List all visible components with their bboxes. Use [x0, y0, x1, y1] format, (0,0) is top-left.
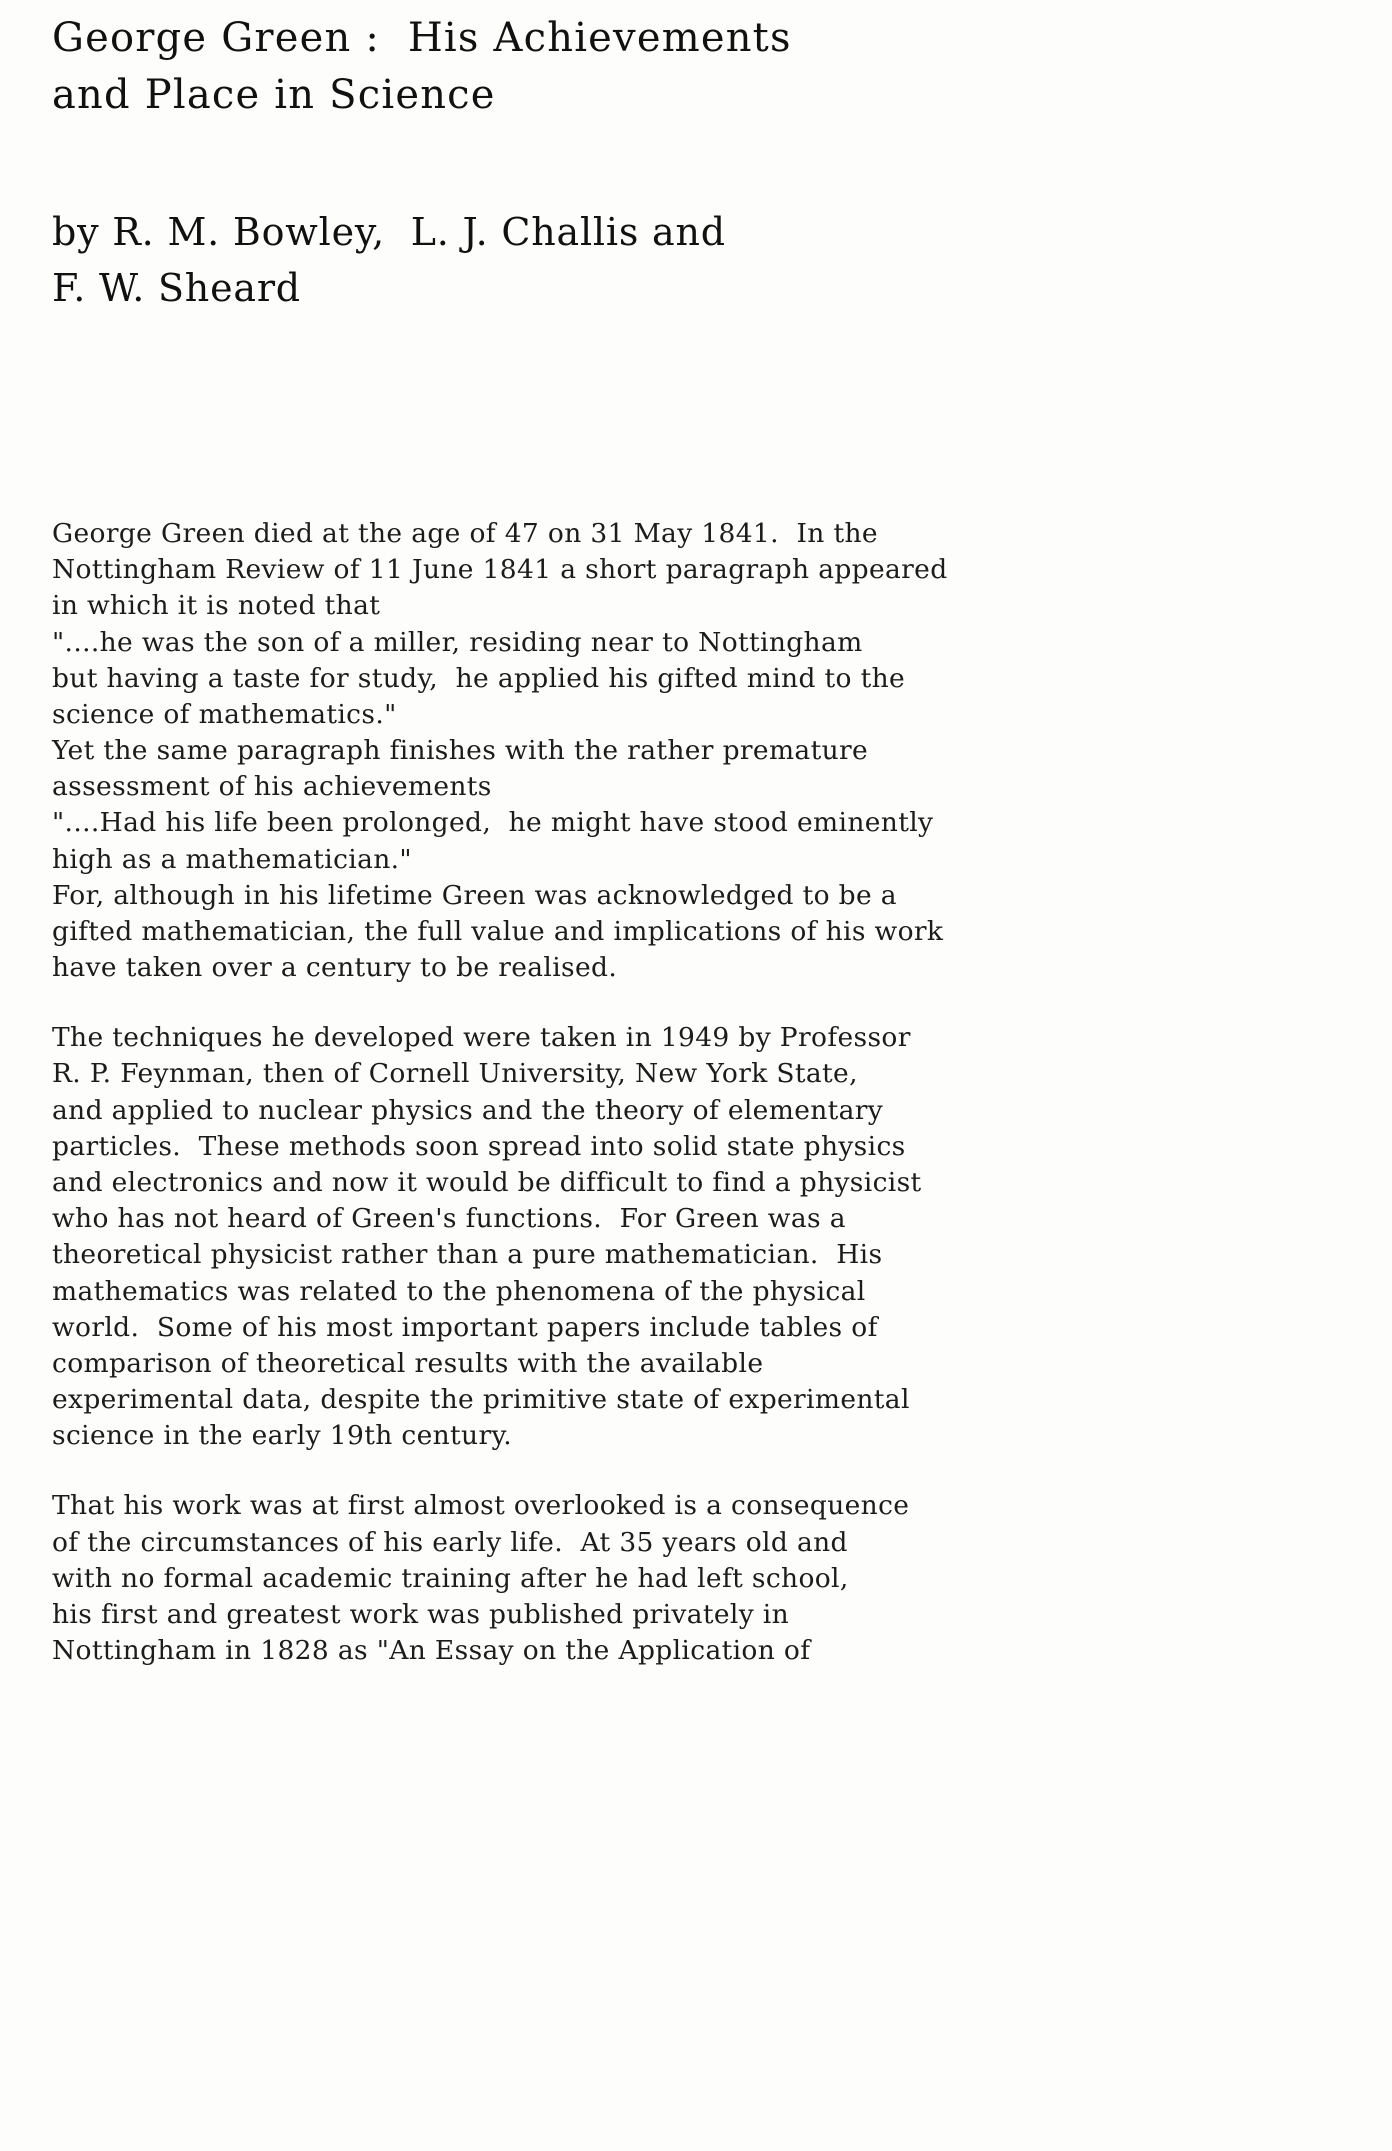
body-text	[52, 516, 1382, 1669]
text-line: science of mathematics."	[52, 698, 397, 730]
text-line: of the circumstances of his early life. At 35 years old and	[52, 1526, 848, 1558]
text-line: Nottingham Review of 11 June 1841 a short paragraph appeared	[52, 554, 948, 586]
paragraph-1	[52, 516, 1382, 986]
text-line: The techniques he developed were taken in 1949 by Professor	[52, 1022, 911, 1054]
text-line: with no formal academic training after he had left school,	[52, 1562, 849, 1594]
text-line: assessment of his achievements	[52, 771, 492, 803]
text-line: have taken over a century to be realised.	[52, 952, 618, 984]
text-line: but having a taste for study, he applied his gifted mind to the	[52, 662, 906, 694]
text-line: Nottingham in 1828 as "An Essay on the Application of	[52, 1635, 811, 1667]
paragraph-2	[52, 1020, 1382, 1454]
author-byline	[52, 204, 1232, 316]
text-line: science in the early 19th century.	[52, 1420, 513, 1452]
text-line: comparison of theoretical results with the available	[52, 1347, 764, 1379]
byline-line: F. W. Sheard	[52, 265, 301, 310]
text-line: and electronics and now it would be difficult to find a physicist	[52, 1166, 922, 1198]
page-title	[52, 10, 1232, 124]
text-line: "....Had his life been prolonged, he might have stood eminently	[52, 807, 934, 839]
text-line: George Green died at the age of 47 on 31 May 1841. In the	[52, 518, 878, 550]
text-line: theoretical physicist rather than a pure mathematician. His	[52, 1239, 883, 1271]
text-line: particles. These methods soon spread into solid state physics	[52, 1130, 906, 1162]
text-line: world. Some of his most important papers include tables of	[52, 1311, 878, 1343]
text-line: gifted mathematician, the full value and implications of his work	[52, 915, 944, 947]
text-line: and applied to nuclear physics and the theory of elementary	[52, 1094, 884, 1126]
text-line: R. P. Feynman, then of Cornell University, New York State,	[52, 1058, 858, 1090]
text-line: mathematics was related to the phenomena of the physical	[52, 1275, 866, 1307]
text-line: "....he was the son of a miller, residing near to Nottingham	[52, 626, 863, 658]
byline-line: by R. M. Bowley, L. J. Challis and	[52, 209, 726, 254]
text-line: experimental data, despite the primitive state of experimental	[52, 1384, 910, 1416]
page-content	[52, 10, 1352, 1703]
text-line: high as a mathematician."	[52, 843, 412, 875]
text-line: who has not heard of Green's functions. For Green was a	[52, 1203, 846, 1235]
text-line: his first and greatest work was published privately in	[52, 1598, 790, 1630]
text-line: in which it is noted that	[52, 590, 381, 622]
title-line: and Place in Science	[52, 71, 496, 118]
title-line: George Green : His Achievements	[52, 15, 792, 61]
text-line: That his work was at first almost overlooked is a consequence	[52, 1490, 910, 1522]
text-line: Yet the same paragraph finishes with the rather premature	[52, 735, 869, 767]
paragraph-3	[52, 1488, 1382, 1669]
text-line: For, although in his lifetime Green was acknowledged to be a	[52, 879, 897, 911]
